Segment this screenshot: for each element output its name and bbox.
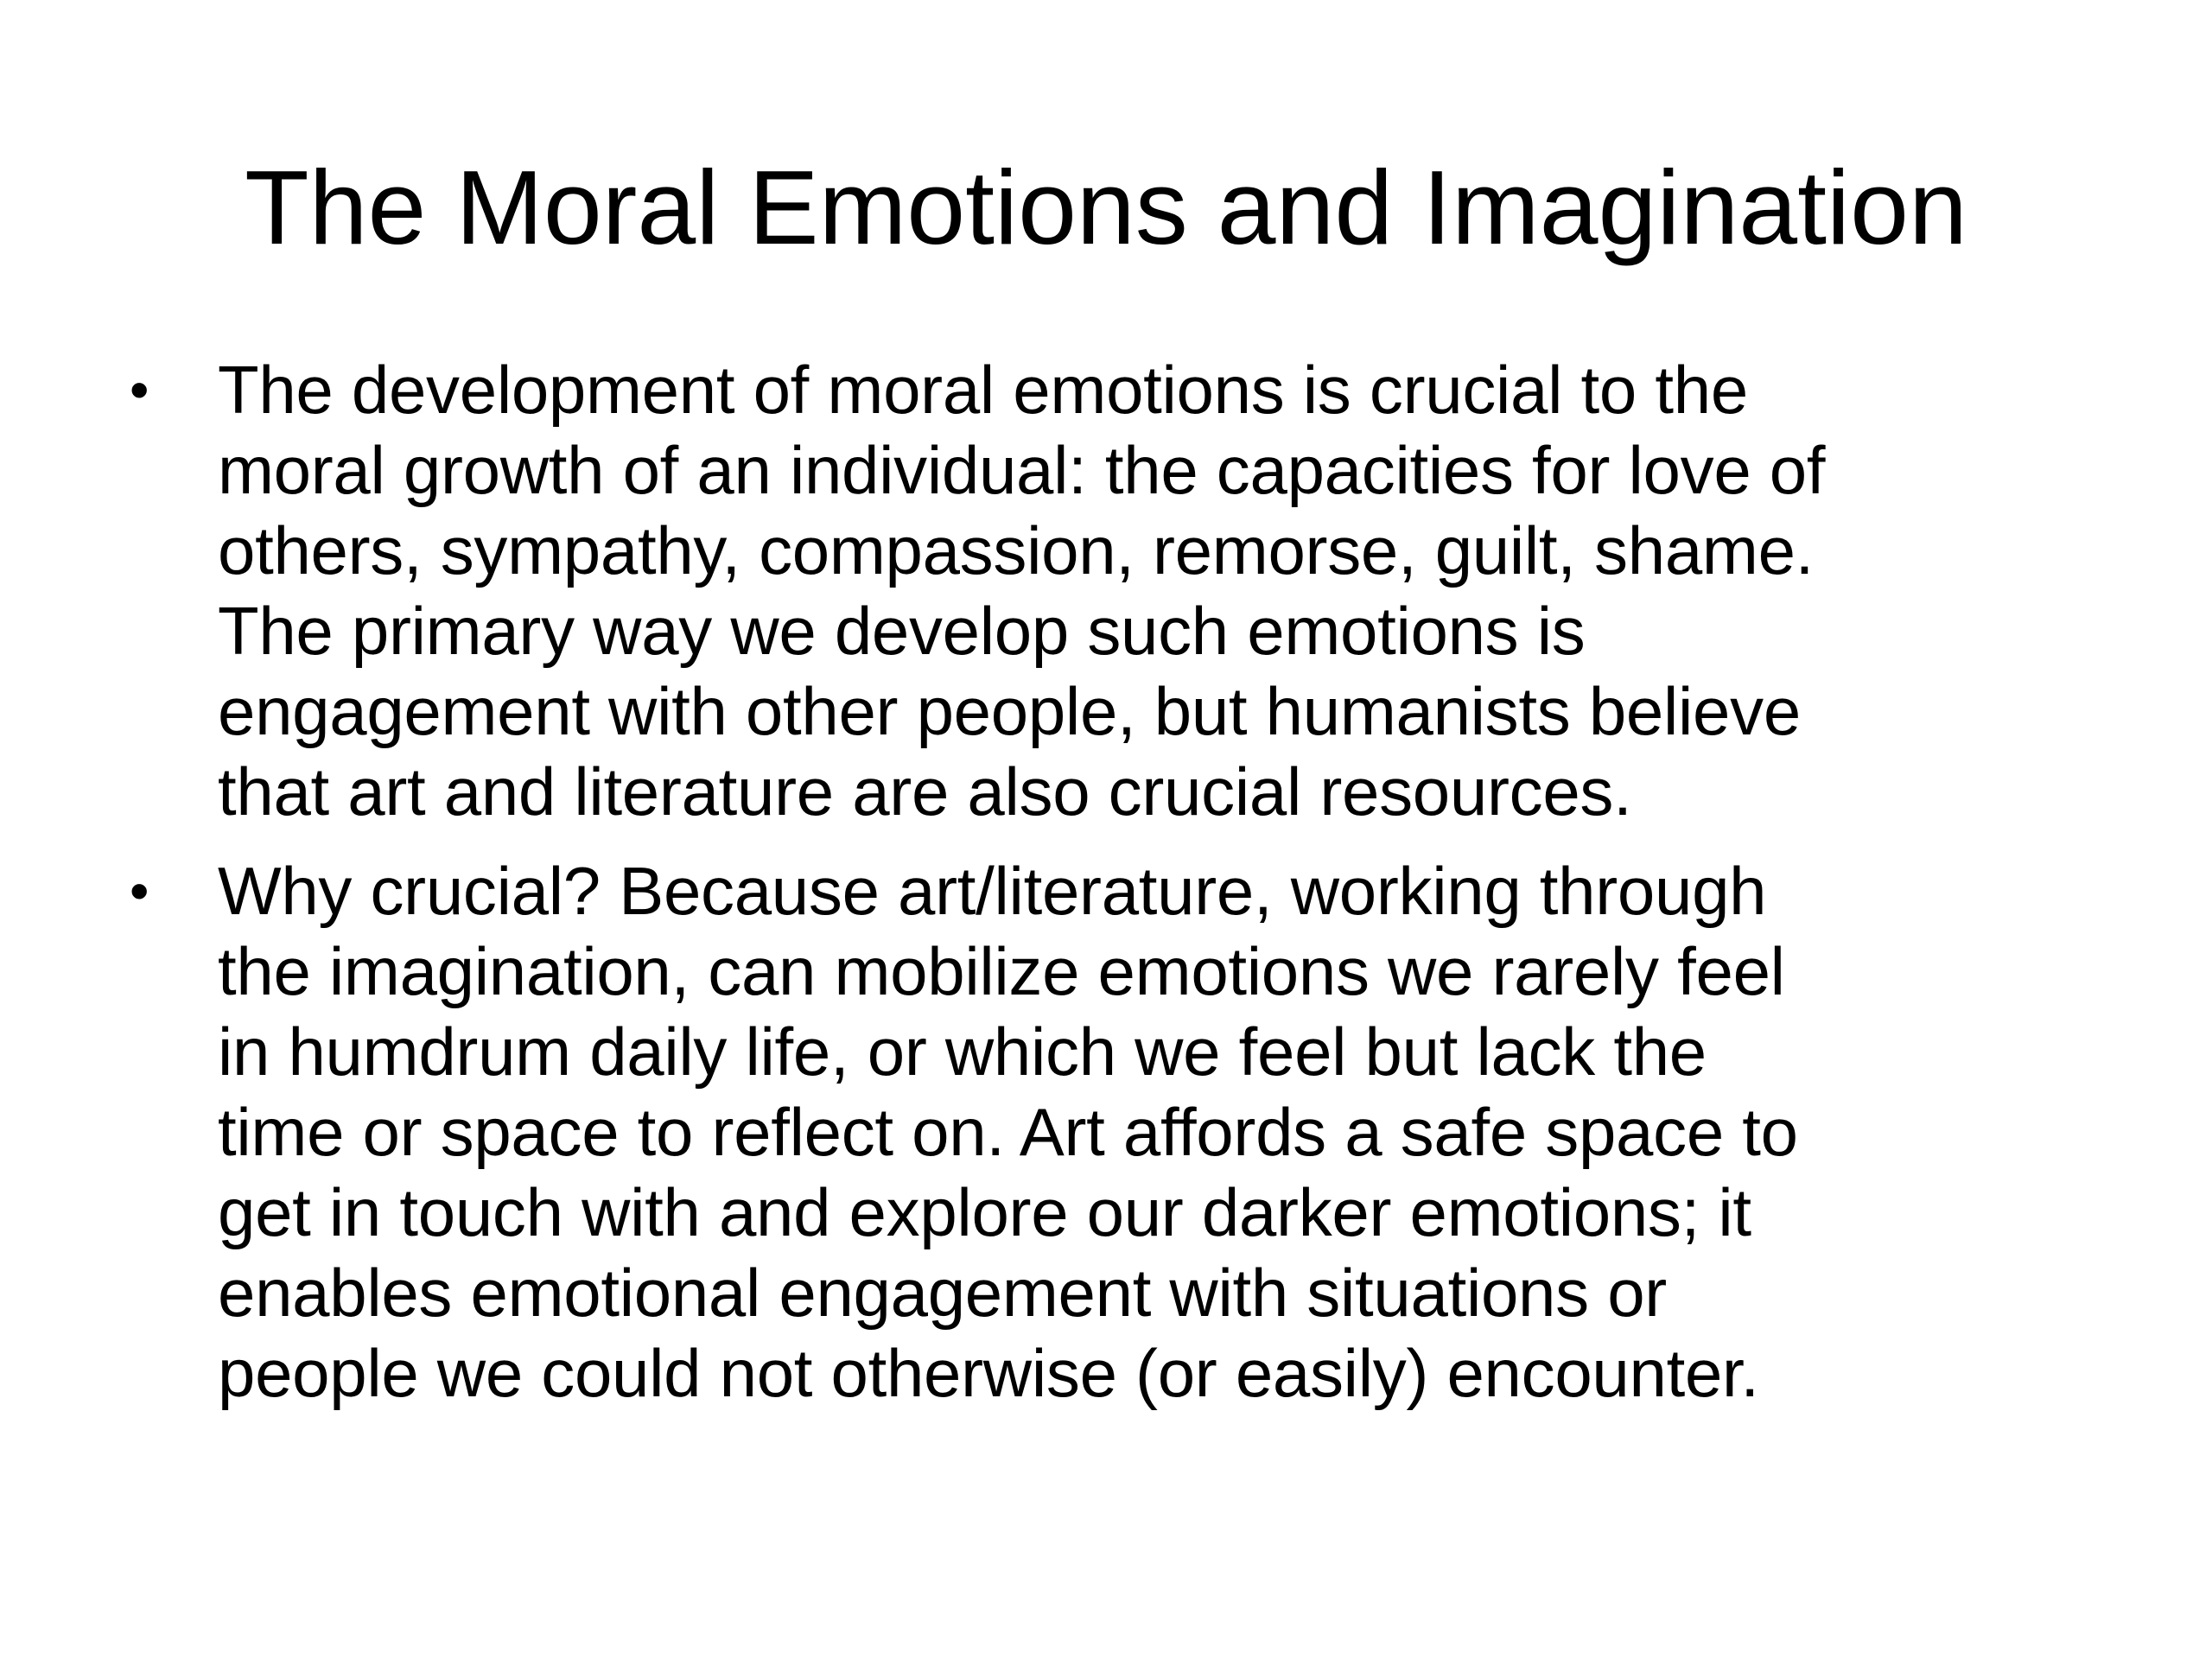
bullet-icon: •: [130, 359, 149, 421]
bullet-1-line-2: moral growth of an individual: the capacities for love of: [218, 432, 1826, 508]
bullet-2-line-2: the imagination, can mobilize emotions we rarely feel: [218, 933, 1785, 1009]
bullet-2-line-1: Why crucial? Because art/literature, working through: [218, 853, 1767, 929]
bullet-2-line-4: time or space to reflect on. Art affords a safe space to: [218, 1094, 1798, 1170]
bullet-2-line-5: get in touch with and explore our darker emotions; it: [218, 1174, 1751, 1250]
bullet-1-line-3: others, sympathy, compassion, remorse, guilt, shame.: [218, 512, 1815, 588]
bullet-list: [130, 350, 2117, 1433]
bullet-1-line-4: The primary way we develop such emotions is: [218, 593, 1586, 669]
bullet-item-1: [130, 350, 2117, 832]
bullet-item-2: [130, 851, 2117, 1414]
slide-title: The Moral Emotions and Imagination: [245, 149, 1967, 266]
bullet-2-line-7: people we could not otherwise (or easily) encounter.: [218, 1335, 1759, 1411]
bullet-1-line-5: engagement with other people, but humanists believe: [218, 673, 1801, 749]
bullet-1-line-6: that art and literature are also crucial resources.: [218, 753, 1632, 830]
bullet-2-line-3: in humdrum daily life, or which we feel but lack the: [218, 1014, 1707, 1090]
bullet-2-line-6: enables emotional engagement with situations or: [218, 1255, 1667, 1331]
bullet-icon: •: [130, 860, 149, 922]
bullet-1-line-1: The development of moral emotions is crucial to the: [218, 352, 1748, 428]
